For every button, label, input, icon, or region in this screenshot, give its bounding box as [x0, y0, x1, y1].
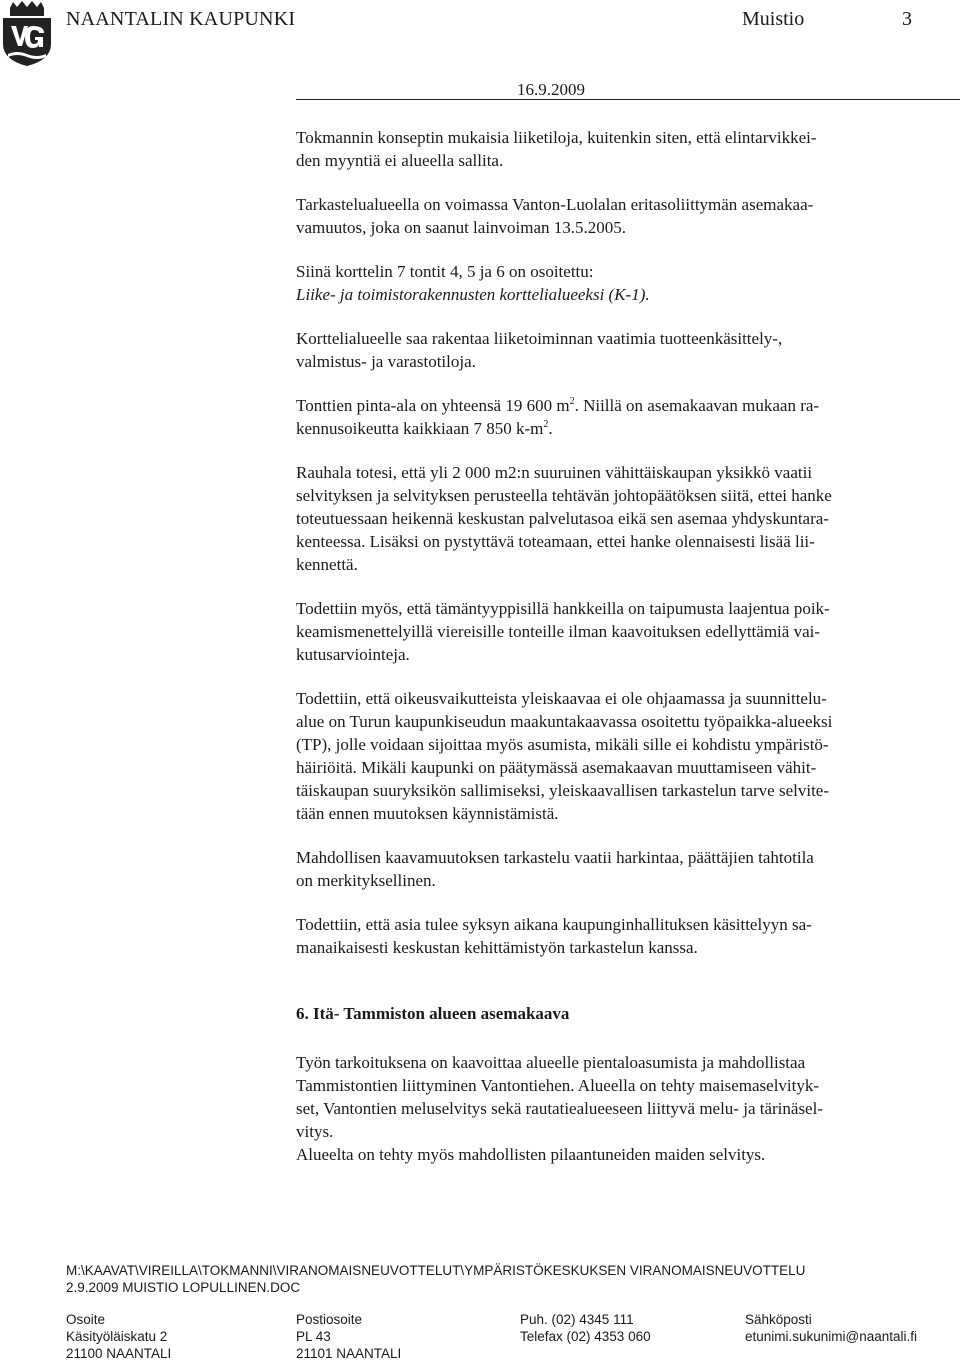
document-date: 16.9.2009: [517, 80, 585, 99]
footer-email: Sähköposti etunimi.sukunimi@naantali.fi: [745, 1312, 918, 1344]
page-number: 3: [902, 8, 912, 30]
document-body: [296, 126, 960, 1187]
paragraph: Tarkastelualueella on voimassa Vanton-Luolalan eritasoliittymän asemakaa- vamuutos, joka on saanut lainvoiman 13.5.2005.: [296, 195, 814, 237]
naantali-coat-of-arms-icon: [2, 0, 52, 66]
paragraph: Todettiin, että oikeusvaikutteista yleiskaavaa ei ole ohjaamassa ja suunnittelu- alue on Turun kaupunkiseudun maakuntakaavassa osoitettu työpaikka-alueeksi (TP), jolle voidaan sijoittaa myös asumista, mikäli sille ei kohdistu ympäristö- häiriöitä. Mikäli kaupunki on päätymässä asemakaavan muuttamiseen vähit- täiskaupan suuryksikön sallimiseksi, yleiskaavallisen tarkastelun tarve selvite- tään ennen muutoksen käynnistämistä.: [296, 689, 833, 823]
paragraph: Todettiin myös, että tämäntyyppisillä hankkeilla on taipumusta laajentua poik- keamismenettelyillä viereisille tonteille ilman kaavoituksen edellyttämiä vai- kutusarviointeja.: [296, 599, 830, 664]
paragraph: Siinä korttelin 7 tontit 4, 5 ja 6 on osoitettu: Liike- ja toimistorakennusten korttelialueeksi (K-1).: [296, 260, 960, 306]
paragraph: Rauhala totesi, että yli 2 000 m2:n suuruinen vähittäiskaupan yksikkö vaatii selvityksen ja selvityksen perusteella tehtävän johtopäätöksen siitä, ettei hanke toteutuessaan heikennä keskustan palvelutasoa eikä sen asemaa yhdyskuntara- kenteessa. Lisäksi on pystyttävä toteamaan, ettei hanke olennaisesti lisää lii- kennettä.: [296, 463, 832, 574]
zoning-designation: Liike- ja toimistorakennusten korttelialueeksi (K-1).: [296, 285, 650, 304]
document-type: Muistio: [742, 8, 805, 30]
section-heading: 6. Itä- Tammiston alueen asemakaava: [296, 1004, 570, 1023]
footer-postal-address: Postiosoite PL 43 21101 NAANTALI: [296, 1312, 402, 1361]
footer-address: Osoite Käsityöläiskatu 2 21100 NAANTALI: [66, 1312, 172, 1361]
paragraph: Korttelialueelle saa rakentaa liiketoiminnan vaatimia tuotteenkäsittely-, valmistus- ja varastotiloja.: [296, 329, 783, 371]
paragraph: Tokmannin konseptin mukaisia liiketiloja, kuitenkin siten, että elintarvikkei- den myyntiä ei alueella sallita.: [296, 128, 817, 170]
file-path: M:\KAAVAT\VIREILLA\TOKMANNI\VIRANOMAISNEUVOTTELUT\YMPÄRISTÖKESKUKSEN VIRANOMAISNEUVOTTELU 2.9.2009 MUISTIO LOPULLINEN.DOC: [66, 1263, 806, 1295]
footer-phone: Puh. (02) 4345 111 Telefax (02) 4353 060: [520, 1312, 651, 1344]
paragraph: Mahdollisen kaavamuutoksen tarkastelu vaatii harkintaa, päättäjien tahtotila on merkityksellinen.: [296, 848, 814, 890]
paragraph: Todettiin, että asia tulee syksyn aikana kaupunginhallituksen käsittelyyn sa- manaikaisesti keskustan kehittämistyön tarkastelun kanssa.: [296, 915, 812, 957]
paragraph: Tonttien pinta-ala on yhteensä 19 600 $m^2$. Niillä on asemakaavan mukaan ra- kennusoikeutta kaikkiaan 7 850 $k-m^2$.: [296, 396, 820, 438]
header-divider: [296, 99, 960, 100]
paragraph: Työn tarkoituksena on kaavoittaa alueelle pientaloasumista ja mahdollistaa Tammistontien liittyminen Vantontiehen. Alueella on tehty maisemaselvityk- set, Vantontien meluselvitys sekä rautatiealueeseen liittyvä melu- ja tärinäsel- vitys. Alueelta on tehty myös mahdollisten pilaantuneiden maiden selvitys.: [296, 1053, 823, 1164]
organization-name: NAANTALIN KAUPUNKI: [66, 8, 296, 30]
